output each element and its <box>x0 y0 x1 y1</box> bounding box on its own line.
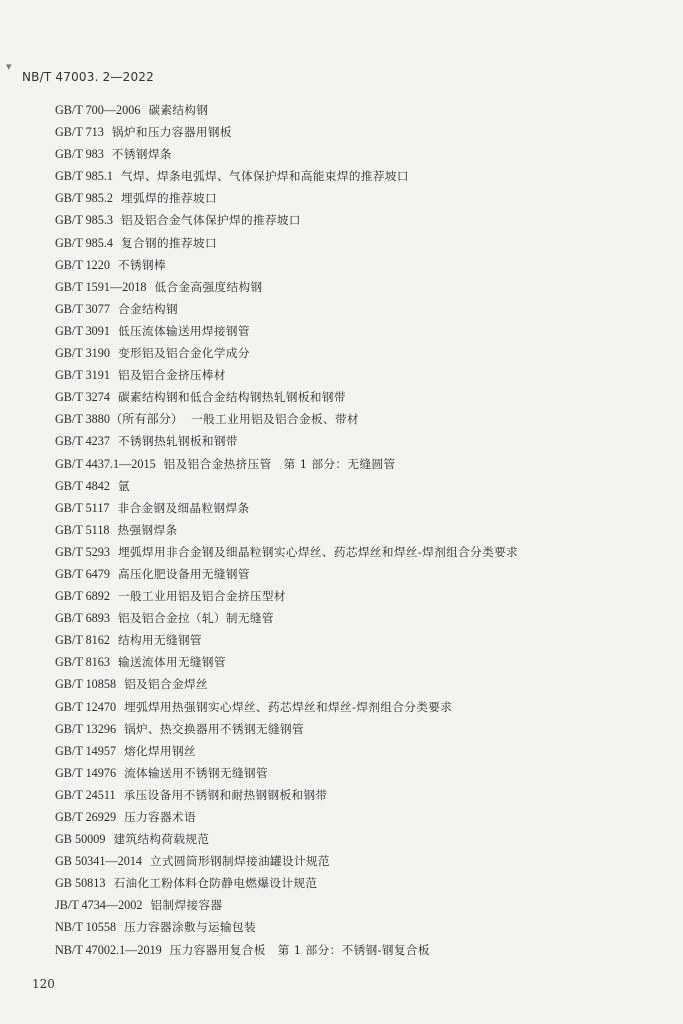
reference-title: 低压流体输送用焊接钢管 <box>117 323 250 338</box>
reference-code: GB/T 6479 <box>55 566 110 581</box>
reference-item <box>55 453 655 475</box>
reference-item <box>55 850 655 872</box>
reference-code: GB/T 3880（所有部分） <box>55 412 184 427</box>
reference-title: 熔化焊用钢丝 <box>124 743 197 758</box>
reference-code: GB/T 6893 <box>55 611 110 626</box>
reference-item <box>55 430 655 452</box>
reference-title: 埋弧焊用非合金钢及细晶粒钢实心焊丝、药芯焊丝和焊丝-焊剂组合分类要求 <box>117 544 519 559</box>
reference-title: 铝及铝合金焊丝 <box>124 677 209 692</box>
reference-code: GB/T 700—2006 <box>55 103 141 117</box>
reference-item <box>55 209 655 231</box>
reference-item <box>55 872 655 894</box>
reference-code: GB/T 985.3 <box>55 213 114 228</box>
reference-item <box>55 187 655 209</box>
reference-item <box>55 232 655 254</box>
reference-item <box>55 762 655 784</box>
reference-code: GB/T 983 <box>55 147 104 162</box>
reference-title: 铝及铝合金气体保护焊的推荐坡口 <box>121 213 301 228</box>
reference-code: GB 50341—2014 <box>55 854 143 869</box>
reference-code: GB/T 1220 <box>55 257 110 272</box>
reference-code: GB/T 26929 <box>55 810 117 824</box>
reference-title: 埋弧焊用热强钢实心焊丝、药芯焊丝和焊丝-焊剂组合分类要求 <box>124 699 453 714</box>
reference-item <box>55 541 655 563</box>
reference-item <box>55 121 655 143</box>
reference-item <box>55 894 655 916</box>
reference-title: 合金结构钢 <box>117 301 178 316</box>
normative-references-list <box>55 99 655 961</box>
reference-item <box>55 607 655 629</box>
reference-code: GB/T 1591—2018 <box>55 279 147 294</box>
reference-code: NB/T 47002.1—2019 <box>55 942 162 957</box>
reference-item <box>55 408 655 430</box>
reference-code: JB/T 4734—2002 <box>55 898 143 913</box>
reference-item <box>55 475 655 497</box>
reference-title: 氩 <box>117 478 130 493</box>
reference-item <box>55 828 655 850</box>
reference-code: GB/T 3077 <box>55 301 110 316</box>
reference-item <box>55 673 655 695</box>
reference-code: GB/T 14957 <box>55 743 117 758</box>
reference-item <box>55 806 655 828</box>
reference-code: GB/T 3091 <box>55 323 110 338</box>
reference-title: 不锈钢棒 <box>117 257 166 272</box>
reference-title: 建筑结构荷载规范 <box>113 832 210 847</box>
reference-code: GB 50009 <box>55 832 106 847</box>
reference-title: 碳素结构钢和低合金结构钢热轧钢板和钢带 <box>117 390 346 405</box>
reference-item <box>55 916 655 938</box>
reference-code: GB/T 10858 <box>55 677 117 692</box>
reference-code: GB/T 8163 <box>55 655 110 670</box>
reference-code: GB/T 5118 <box>55 522 110 537</box>
reference-item <box>55 651 655 673</box>
reference-code: GB/T 14976 <box>55 765 117 780</box>
reference-item <box>55 165 655 187</box>
reference-title: 立式圆筒形钢制焊接油罐设计规范 <box>150 854 330 869</box>
reference-code: GB/T 4237 <box>55 434 110 449</box>
reference-title: 铝及铝合金热挤压管 第 1 部分：无缝圆管 <box>163 456 396 471</box>
reference-title: 铝制焊接容器 <box>150 898 223 913</box>
reference-item <box>55 364 655 386</box>
reference-title: 热强钢焊条 <box>117 522 178 537</box>
reference-title: 锅炉、热交换器用不锈钢无缝钢管 <box>124 721 304 736</box>
scan-artifact-mark: ▾ <box>6 60 12 73</box>
reference-title: 不锈钢热轧钢板和钢带 <box>117 434 238 449</box>
reference-title: 不锈钢焊条 <box>111 147 172 162</box>
reference-item <box>55 585 655 607</box>
reference-code: GB/T 12470 <box>55 699 117 714</box>
reference-title: 碳素结构钢 <box>148 103 209 117</box>
reference-title: 低合金高强度结构钢 <box>154 279 263 294</box>
reference-title: 流体输送用不锈钢无缝钢管 <box>124 765 268 780</box>
reference-title: 一般工业用铝及铝合金板、带材 <box>191 412 360 427</box>
page-number: 120 <box>32 977 55 991</box>
reference-code: GB/T 5293 <box>55 544 110 559</box>
reference-code: GB/T 985.4 <box>55 235 114 250</box>
reference-title: 一般工业用铝及铝合金挤压型材 <box>117 589 286 604</box>
reference-item <box>55 320 655 342</box>
reference-item <box>55 784 655 806</box>
reference-code: GB/T 3191 <box>55 368 110 383</box>
reference-item <box>55 718 655 740</box>
reference-item <box>55 386 655 408</box>
reference-code: GB/T 4842 <box>55 478 110 493</box>
reference-title: 锅炉和压力容器用钢板 <box>111 125 232 140</box>
reference-code: GB/T 3190 <box>55 346 110 361</box>
reference-item <box>55 342 655 364</box>
reference-code: GB/T 8162 <box>55 633 110 648</box>
reference-title: 铝及铝合金挤压棒材 <box>117 368 226 383</box>
reference-title: 压力容器术语 <box>124 810 197 824</box>
reference-code: GB/T 985.1 <box>55 169 114 184</box>
reference-item <box>55 254 655 276</box>
reference-item <box>55 939 655 961</box>
reference-item <box>55 143 655 165</box>
reference-item <box>55 629 655 651</box>
reference-item <box>55 99 655 121</box>
reference-code: GB/T 713 <box>55 125 104 140</box>
reference-title: 高压化肥设备用无缝钢管 <box>117 566 250 581</box>
standard-number-header: NB/T 47003. 2—2022 <box>22 70 154 84</box>
reference-title: 复合钢的推荐坡口 <box>121 235 217 250</box>
reference-title: 承压设备用不锈钢和耐热钢钢板和钢带 <box>123 787 328 802</box>
reference-title: 输送流体用无缝钢管 <box>117 655 226 670</box>
reference-title: 石油化工粉体料仓防静电燃爆设计规范 <box>113 876 318 891</box>
reference-code: GB/T 6892 <box>55 589 110 604</box>
reference-title: 结构用无缝钢管 <box>117 633 202 648</box>
reference-item <box>55 696 655 718</box>
reference-item <box>55 740 655 762</box>
reference-code: GB/T 985.2 <box>55 191 114 206</box>
reference-item <box>55 276 655 298</box>
reference-item <box>55 497 655 519</box>
reference-title: 埋弧焊的推荐坡口 <box>121 191 217 206</box>
reference-title: 非合金钢及细晶粒钢焊条 <box>117 500 250 515</box>
reference-title: 气焊、焊条电弧焊、气体保护焊和高能束焊的推荐坡口 <box>121 169 409 184</box>
reference-code: GB/T 5117 <box>55 500 110 515</box>
reference-code: GB 50813 <box>55 876 106 891</box>
reference-item <box>55 519 655 541</box>
reference-code: GB/T 13296 <box>55 721 117 736</box>
reference-title: 铝及铝合金拉（轧）制无缝管 <box>117 611 274 626</box>
reference-code: NB/T 10558 <box>55 920 117 935</box>
reference-code: GB/T 3274 <box>55 390 110 405</box>
reference-item <box>55 563 655 585</box>
reference-code: GB/T 4437.1—2015 <box>55 456 156 471</box>
reference-title: 变形铝及铝合金化学成分 <box>117 346 250 361</box>
reference-code: GB/T 24511 <box>55 787 116 802</box>
reference-title: 压力容器用复合板 第 1 部分：不锈钢-钢复合板 <box>169 942 430 957</box>
reference-item <box>55 298 655 320</box>
reference-title: 压力容器涂敷与运输包装 <box>124 920 256 935</box>
